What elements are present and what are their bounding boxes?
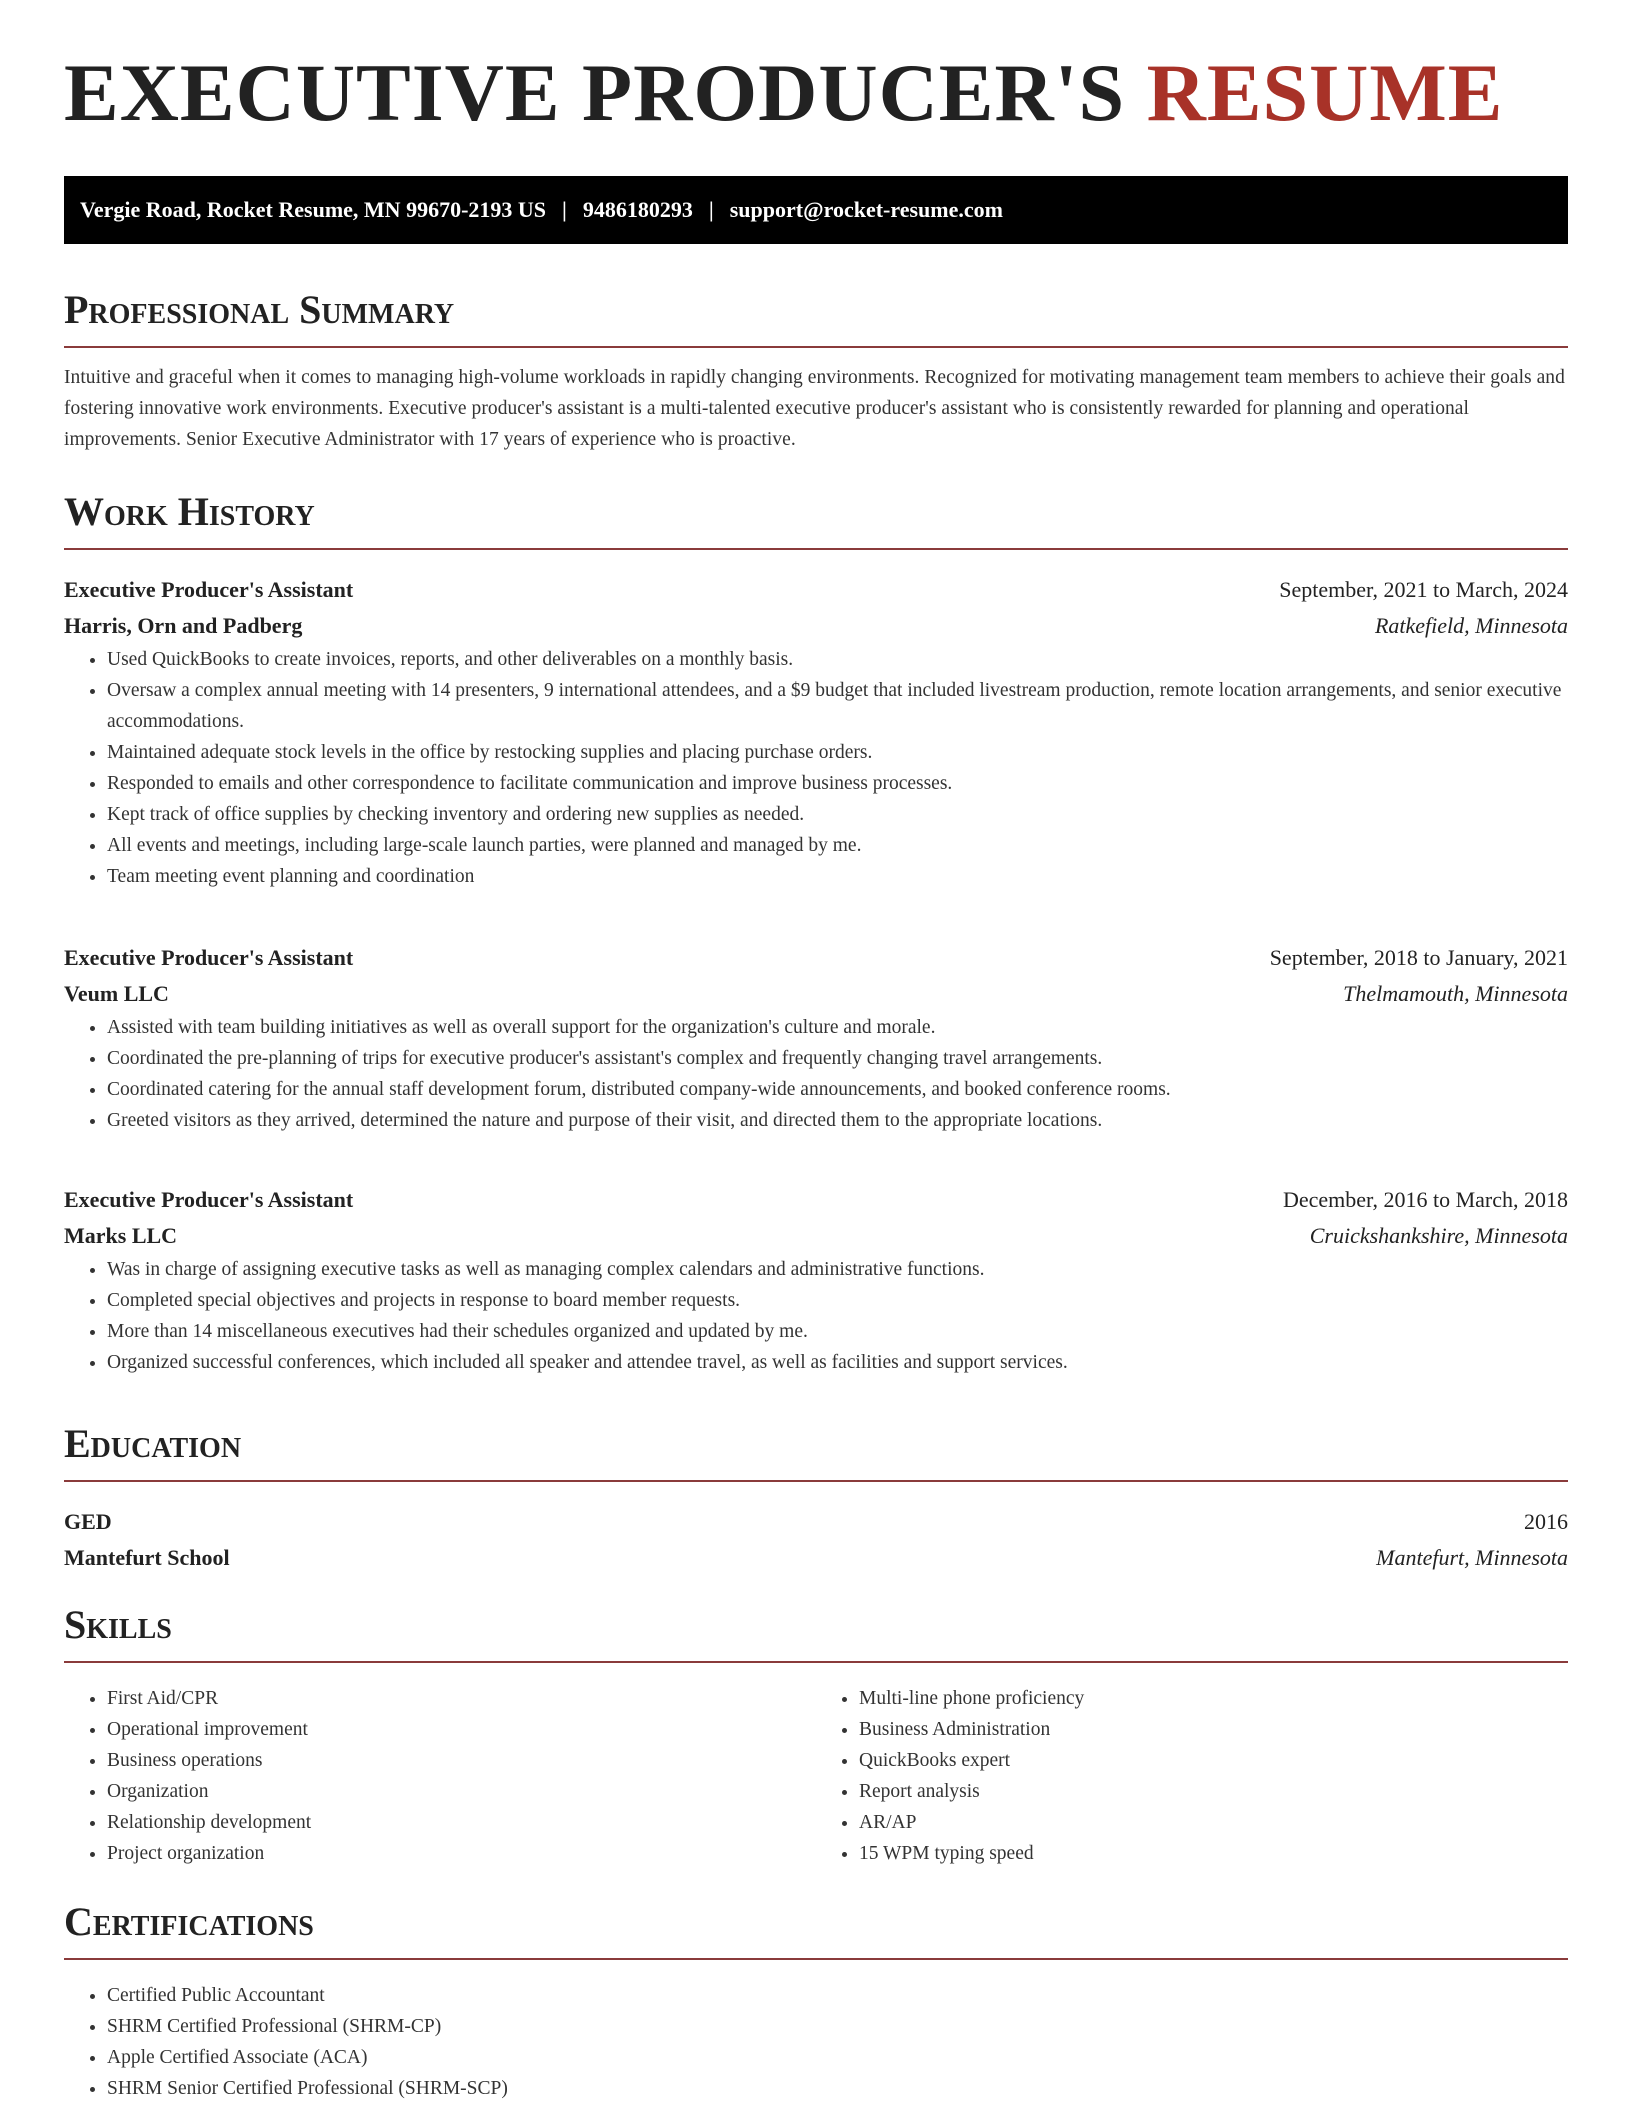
section-heading-certifications: Certifications <box>64 1902 1568 1960</box>
contact-email[interactable]: support@rocket-resume.com <box>729 197 1003 222</box>
section-heading-education: Education <box>64 1424 1568 1482</box>
certification-item: • SHRM Certified Professional (SHRM-CP) <box>107 2011 1568 2042</box>
skill-item: • 15 WPM typing speed <box>859 1838 1568 1869</box>
job-company-row <box>64 608 1568 644</box>
skill-item: • QuickBooks expert <box>859 1745 1568 1776</box>
job-duty: • Greeted visitors as they arrived, determined the nature and purpose of their visit, and directed them to the appropriate locations. <box>107 1105 1568 1136</box>
job-entry <box>64 572 1568 892</box>
skills-list <box>64 1683 1568 1869</box>
skill-item: • Relationship development <box>107 1807 816 1838</box>
section-heading-skills: Skills <box>64 1605 1568 1663</box>
certifications-section <box>64 1899 1568 1960</box>
education-degree-row <box>64 1504 1568 1540</box>
section-heading-work: Work History <box>64 492 1568 550</box>
job-duty: • Team meeting event planning and coordination <box>107 861 1568 892</box>
resume-title <box>64 0 1568 138</box>
certification-item: • Apple Certified Associate (ACA) <box>107 2042 1568 2073</box>
skill-item: • Project organization <box>107 1838 816 1869</box>
job-duty: • Was in charge of assigning executive tasks as well as managing complex calendars and administrative functions. <box>107 1254 1568 1285</box>
job-title: Executive Producer's Assistant <box>64 1187 354 1212</box>
contact-bar <box>64 176 1568 244</box>
section-heading-summary: Professional Summary <box>64 290 1568 348</box>
education-section <box>64 1421 1568 1482</box>
job-dates: September, 2021 to March, 2024 <box>1279 577 1568 602</box>
job-dates: December, 2016 to March, 2018 <box>1282 1187 1568 1212</box>
job-company: Harris, Orn and Padberg <box>64 613 303 638</box>
job-duties-list <box>64 1012 1568 1136</box>
title-accent: RESUME <box>1146 47 1504 138</box>
job-title-row <box>64 572 1568 608</box>
skill-item: • First Aid/CPR <box>107 1683 816 1714</box>
skills-column-left <box>64 1683 816 1869</box>
job-duty: • Responded to emails and other correspondence to facilitate communication and improve business processes. <box>107 768 1568 799</box>
skills-grid <box>64 1683 1568 1869</box>
job-duty: • More than 14 miscellaneous executives had their schedules organized and updated by me. <box>107 1316 1568 1347</box>
education-year: 2016 <box>1524 1509 1568 1534</box>
job-dates: September, 2018 to January, 2021 <box>1269 945 1568 970</box>
job-company-row <box>64 976 1568 1012</box>
job-company: Marks LLC <box>64 1223 178 1248</box>
skill-item: • Organization <box>107 1776 816 1807</box>
job-duty: • Assisted with team building initiatives as well as overall support for the organization's culture and morale. <box>107 1012 1568 1043</box>
job-entry <box>64 1182 1568 1378</box>
certifications-items <box>64 1980 1568 2104</box>
skills-column-right <box>816 1683 1568 1869</box>
skill-item: • Report analysis <box>859 1776 1568 1807</box>
title-main: EXECUTIVE PRODUCER'S <box>64 47 1126 138</box>
job-duty: • Coordinated catering for the annual staff development forum, distributed company-wide announcements, and booked conference rooms. <box>107 1074 1568 1105</box>
contact-separator: | <box>562 197 567 222</box>
skill-item: • Business operations <box>107 1745 816 1776</box>
certification-item: • Certified Public Accountant <box>107 1980 1568 2011</box>
education-entry <box>64 1504 1568 1576</box>
summary-section <box>64 287 1568 455</box>
job-entry <box>64 940 1568 1136</box>
job-title: Executive Producer's Assistant <box>64 577 354 602</box>
certification-item: • SHRM Senior Certified Professional (SHRM-SCP) <box>107 2073 1568 2104</box>
skills-section <box>64 1602 1568 1663</box>
contact-phone[interactable]: 9486180293 <box>582 197 693 222</box>
skill-item: • Operational improvement <box>107 1714 816 1745</box>
summary-text: Intuitive and graceful when it comes to managing high-volume workloads in rapidly changing environments. Recognized for motivating management team members to achieve their goals and fostering innovative work environments. Executive producer's assistant is a multi-talented executive producer's assistant who is consistently rewarded for planning and operational improvements. Senior Executive Administrator with 17 years of experience who is proactive. <box>64 367 1565 450</box>
job-duty: • Organized successful conferences, which included all speaker and attendee travel, as well as facilities and support services. <box>107 1347 1568 1378</box>
job-location: Cruickshankshire, Minnesota <box>1309 1223 1568 1248</box>
job-title: Executive Producer's Assistant <box>64 945 354 970</box>
job-duty: • Completed special objectives and projects in response to board member requests. <box>107 1285 1568 1316</box>
contact-address: Vergie Road, Rocket Resume, MN 99670-2193 US <box>80 197 547 222</box>
education-degree: GED <box>64 1509 112 1534</box>
education-school-row <box>64 1540 1568 1576</box>
job-duty: • Used QuickBooks to create invoices, reports, and other deliverables on a monthly basis. <box>107 644 1568 675</box>
job-title-row <box>64 1182 1568 1218</box>
work-history-section <box>64 489 1568 550</box>
job-duty: • Maintained adequate stock levels in the office by restocking supplies and placing purchase orders. <box>107 737 1568 768</box>
skill-item: • AR/AP <box>859 1807 1568 1838</box>
job-duties-list <box>64 1254 1568 1378</box>
job-company-row <box>64 1218 1568 1254</box>
job-duty: • Oversaw a complex annual meeting with 14 presenters, 9 international attendees, and a $9 budget that included livestream production, remote location arrangements, and senior executive accommodations. <box>107 675 1568 737</box>
job-location: Ratkefield, Minnesota <box>1374 613 1568 638</box>
job-duty: • Coordinated the pre-planning of trips for executive producer's assistant's complex and frequently changing travel arrangements. <box>107 1043 1568 1074</box>
skill-item: • Multi-line phone proficiency <box>859 1683 1568 1714</box>
job-company: Veum LLC <box>64 981 169 1006</box>
certifications-list <box>64 1980 1568 2104</box>
job-title-row <box>64 940 1568 976</box>
job-location: Thelmamouth, Minnesota <box>1343 981 1568 1006</box>
skill-item: • Business Administration <box>859 1714 1568 1745</box>
education-school: Mantefurt School <box>64 1545 230 1570</box>
contact-separator: | <box>708 197 714 222</box>
job-duty: • All events and meetings, including large-scale launch parties, were planned and managed by me. <box>107 830 1568 861</box>
job-duty: • Kept track of office supplies by checking inventory and ordering new supplies as needed. <box>107 799 1568 830</box>
education-location: Mantefurt, Minnesota <box>1376 1545 1568 1570</box>
job-duties-list <box>64 644 1568 892</box>
